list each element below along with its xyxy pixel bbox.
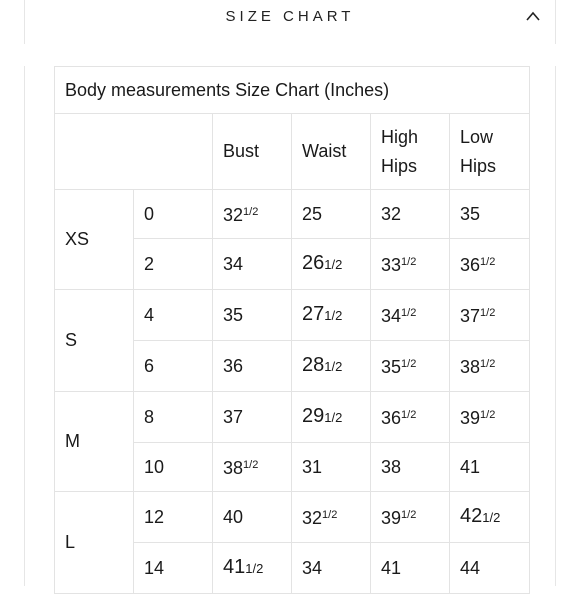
table-row [55, 392, 530, 443]
waist-cell: 281/2 [292, 341, 371, 392]
high-hips-cell: 41 [371, 543, 450, 594]
low-hips-cell: $37^{1/2}$ [450, 290, 530, 341]
bust-cell: 40 [213, 492, 292, 543]
size-chart-panel [24, 66, 556, 586]
high-hips-cell: 32 [371, 190, 450, 239]
group-m: M [55, 392, 134, 492]
size-cell: 6 [134, 341, 213, 392]
low-hips-cell: 421/2 [450, 492, 530, 543]
bust-cell: 37 [213, 392, 292, 443]
waist-cell: 34 [292, 543, 371, 594]
size-cell: 10 [134, 443, 213, 492]
table-row [55, 290, 530, 341]
size-chart-accordion-header[interactable] [24, 0, 556, 44]
high-hips-cell: 38 [371, 443, 450, 492]
bust-cell: 34 [213, 239, 292, 290]
accordion-title: SIZE CHART [225, 8, 355, 25]
table-header-row [55, 114, 530, 190]
high-hips-cell: $39^{1/2}$ [371, 492, 450, 543]
waist-cell: 25 [292, 190, 371, 239]
low-hips-cell: 44 [450, 543, 530, 594]
bust-cell: 36 [213, 341, 292, 392]
table-row [55, 190, 530, 239]
low-hips-cell: 41 [450, 443, 530, 492]
low-hips-cell: $39^{1/2}$ [450, 392, 530, 443]
low-hips-cell: $36^{1/2}$ [450, 239, 530, 290]
bust-cell: 411/2 [213, 543, 292, 594]
waist-cell: 271/2 [292, 290, 371, 341]
header-bust: Bust [213, 114, 292, 190]
bust-cell: $38^{1/2}$ [213, 443, 292, 492]
size-cell: 0 [134, 190, 213, 239]
waist-cell: 261/2 [292, 239, 371, 290]
size-cell: 8 [134, 392, 213, 443]
waist-cell: $32^{1/2}$ [292, 492, 371, 543]
header-low-hips: Low Hips [450, 114, 530, 190]
size-cell: 12 [134, 492, 213, 543]
high-hips-cell: $34^{1/2}$ [371, 290, 450, 341]
bust-cell: 35 [213, 290, 292, 341]
high-hips-cell: $36^{1/2}$ [371, 392, 450, 443]
header-high-hips: High Hips [371, 114, 450, 190]
size-cell: 2 [134, 239, 213, 290]
header-empty [55, 114, 213, 190]
low-hips-cell: $38^{1/2}$ [450, 341, 530, 392]
group-l: L [55, 492, 134, 594]
size-cell: 14 [134, 543, 213, 594]
table-caption: Body measurements Size Chart (Inches) [55, 67, 530, 114]
low-hips-cell: 35 [450, 190, 530, 239]
header-waist: Waist [292, 114, 371, 190]
waist-cell: 31 [292, 443, 371, 492]
size-chart-table [54, 66, 530, 594]
size-cell: 4 [134, 290, 213, 341]
high-hips-cell: $33^{1/2}$ [371, 239, 450, 290]
group-xs: XS [55, 190, 134, 290]
chevron-up-icon[interactable] [525, 10, 541, 22]
waist-cell: 291/2 [292, 392, 371, 443]
bust-cell: $32^{1/2}$ [213, 190, 292, 239]
high-hips-cell: $35^{1/2}$ [371, 341, 450, 392]
table-row [55, 492, 530, 543]
group-s: S [55, 290, 134, 392]
